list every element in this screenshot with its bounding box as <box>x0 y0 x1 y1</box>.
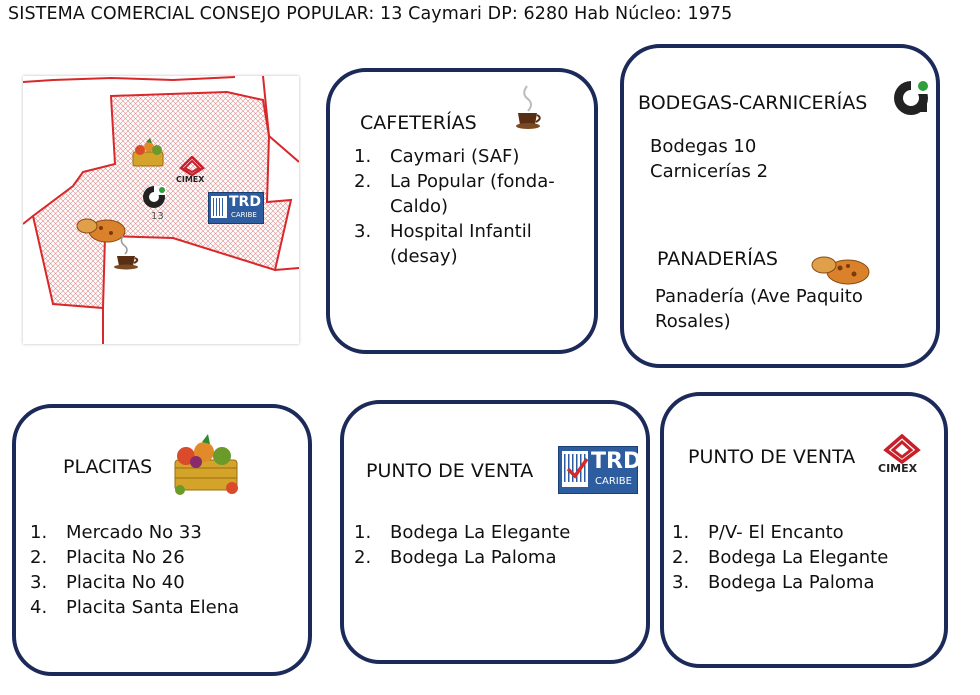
bread-icon <box>810 252 872 286</box>
list-item <box>672 545 942 570</box>
list-num: 1. <box>672 522 690 543</box>
list-item <box>354 144 579 169</box>
cafeterias-heading: CAFETERÍAS <box>360 112 477 134</box>
pv-cimex-list <box>672 520 942 595</box>
list-item <box>354 169 579 219</box>
placitas-card <box>12 404 312 676</box>
pv-cimex-heading: PUNTO DE VENTA <box>688 446 856 468</box>
list-item <box>30 570 300 595</box>
cimex-logo <box>874 434 930 478</box>
list-num: 3. <box>672 572 690 593</box>
ci-logo-icon <box>891 76 933 118</box>
coffee-cup-icon <box>113 234 141 270</box>
list-text: Bodega La Elegante <box>708 547 889 568</box>
cimex-logo <box>173 156 211 186</box>
ci-logo-icon <box>141 184 167 210</box>
list-num: 3. <box>354 221 372 242</box>
vegetables-icon <box>170 434 242 498</box>
list-num: 2. <box>354 547 372 568</box>
list-num: 2. <box>354 171 372 192</box>
cimex-mark-icon <box>874 434 930 464</box>
check-icon <box>566 457 588 479</box>
list-num: 1. <box>30 522 48 543</box>
panaderia-line: Panadería (Ave Paquito Rosales) <box>655 286 863 332</box>
pv-trd-card <box>340 400 650 664</box>
carnicerias-line: Carnicerías 2 <box>650 161 769 182</box>
trd-logo <box>558 446 642 494</box>
pv-trd-heading: PUNTO DE VENTA <box>366 460 534 482</box>
list-num: 3. <box>30 572 48 593</box>
page-title: SISTEMA COMERCIAL CONSEJO POPULAR: 13 Caymari DP: 6280 Hab Núcleo: 1975 <box>8 4 733 24</box>
list-text: Hospital Infantil (desay) <box>390 221 532 267</box>
list-num: 4. <box>30 597 48 618</box>
list-text: Placita No 40 <box>66 572 185 593</box>
trd-sub-text: CARIBE <box>231 211 257 219</box>
list-item <box>30 595 300 620</box>
list-text: Bodega La Paloma <box>708 572 875 593</box>
bodegas-card <box>620 44 940 368</box>
pv-cimex-card <box>660 392 948 668</box>
trd-text: TRD <box>229 194 261 210</box>
list-item <box>354 219 579 269</box>
trd-logo <box>208 192 264 224</box>
list-num: 1. <box>354 146 372 167</box>
barcode-icon <box>562 451 588 487</box>
list-text: Caymari (SAF) <box>390 146 520 167</box>
list-text: P/V- El Encanto <box>708 522 844 543</box>
trd-text: TRD <box>591 449 642 474</box>
cimex-text: CIMEX <box>176 175 205 184</box>
pv-trd-list <box>354 520 639 570</box>
map-panel <box>23 76 299 344</box>
cafeterias-card <box>326 68 598 354</box>
bodegas-heading: BODEGAS-CARNICERÍAS <box>638 92 868 114</box>
barcode-icon <box>211 196 227 218</box>
list-text: Placita No 26 <box>66 547 185 568</box>
bodegas-line: Bodegas 10 <box>650 136 757 157</box>
list-item <box>354 520 639 545</box>
list-num: 2. <box>30 547 48 568</box>
cimex-text: CIMEX <box>878 462 918 475</box>
panaderias-heading: PANADERÍAS <box>657 248 778 270</box>
list-item <box>30 545 300 570</box>
list-text: La Popular (fonda-Caldo) <box>390 171 555 217</box>
placitas-heading: PLACITAS <box>63 456 153 478</box>
list-text: Placita Santa Elena <box>66 597 240 618</box>
coffee-cup-icon <box>515 84 543 130</box>
list-item <box>672 520 942 545</box>
cimex-mark-icon <box>173 156 211 176</box>
list-text: Bodega La Paloma <box>390 547 557 568</box>
list-text: Bodega La Elegante <box>390 522 571 543</box>
list-num: 1. <box>354 522 372 543</box>
vegetables-icon <box>130 138 166 170</box>
list-text: Mercado No 33 <box>66 522 202 543</box>
list-item <box>354 545 639 570</box>
placitas-list <box>30 520 300 620</box>
list-num: 2. <box>672 547 690 568</box>
zone-label: 13 <box>151 211 164 222</box>
list-item <box>672 570 942 595</box>
cafeterias-list <box>354 144 579 269</box>
trd-sub-text: CARIBE <box>595 476 632 487</box>
list-item <box>30 520 300 545</box>
